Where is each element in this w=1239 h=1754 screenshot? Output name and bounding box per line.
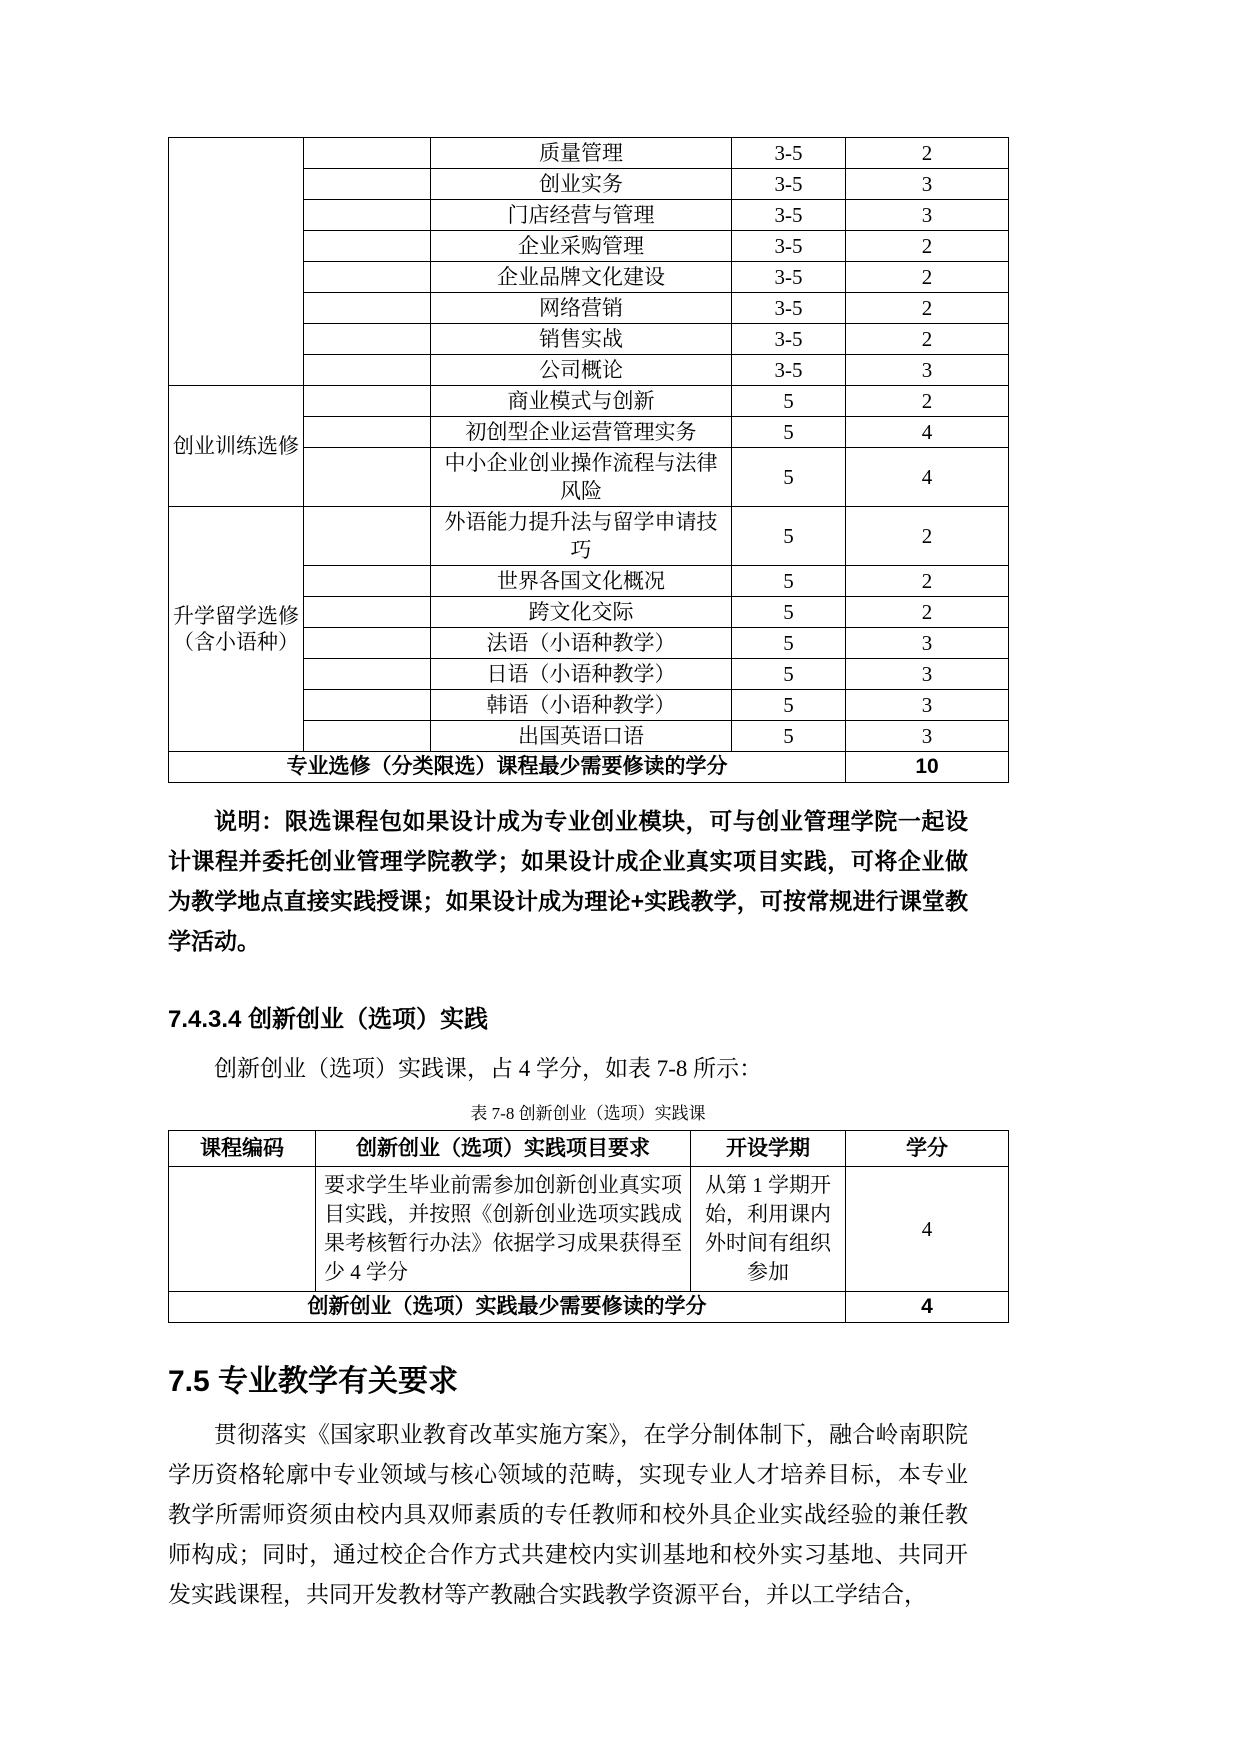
category-cell: 创业训练选修 — [169, 386, 304, 507]
credit-cell: 2 — [846, 293, 1009, 324]
credit-cell: 2 — [846, 138, 1009, 169]
credit-cell: 3 — [846, 659, 1009, 690]
credit-cell: 3 — [846, 169, 1009, 200]
course-name-cell: 网络营销 — [431, 293, 732, 324]
subcategory-cell — [304, 417, 431, 448]
course-name-cell: 日语（小语种教学） — [431, 659, 732, 690]
electives-table — [168, 137, 1009, 783]
header-semester: 开设学期 — [691, 1131, 846, 1167]
table-footer-row — [169, 752, 1009, 783]
table-7-8-caption: 表 7-8 创新创业（选项）实践课 — [470, 1104, 706, 1123]
course-name-cell: 中小企业创业操作流程与法律风险 — [431, 448, 732, 507]
heading-7-5: 7.5 专业教学有关要求 — [168, 1365, 459, 1398]
course-name-cell: 销售实战 — [431, 324, 732, 355]
header-course-code: 课程编码 — [169, 1131, 316, 1167]
credit-cell: 3 — [846, 721, 1009, 752]
table-footer-value: 10 — [846, 752, 1009, 783]
requirement-cell: 要求学生毕业前需参加创新创业真实项目实践，并按照《创新创业选项实践成果考核暂行办法》依据学习成果获得至少 4 学分 — [316, 1167, 691, 1292]
paragraph-7-4-3-4: 创新创业（选项）实践课，占 4 学分，如表 7-8 所示： — [214, 1056, 763, 1081]
credit-cell: 2 — [846, 231, 1009, 262]
subcategory-cell — [304, 659, 431, 690]
credit-cell: 3 — [846, 690, 1009, 721]
page-content — [168, 137, 1008, 1615]
subcategory-cell — [304, 507, 431, 566]
credit-cell: 4 — [846, 417, 1009, 448]
course-name-cell: 质量管理 — [431, 138, 732, 169]
semester-cell: 5 — [732, 507, 846, 566]
credit-cell: 2 — [846, 566, 1009, 597]
paragraph-7-5: 贯彻落实《国家职业教育改革实施方案》，在学分制体制下，融合岭南职院学历资格轮廓中专业领域与核心领域的范畴，实现专业人才培养目标，本专业教学所需师资须由校内具双师素质的专任教师和校外具企业实战经验的兼任教师构成；同时，通过校企合作方式共建校内实训基地和校外实习基地、共同开发实践课程，共同开发教材等产教融合实践教学资源平台，并以工学结合， — [168, 1422, 968, 1607]
semester-cell: 5 — [732, 448, 846, 507]
table-header-row — [169, 1131, 1009, 1167]
semester-cell: 3-5 — [732, 293, 846, 324]
semester-cell: 3-5 — [732, 169, 846, 200]
table-footer-label: 专业选修（分类限选）课程最少需要修读的学分 — [169, 752, 846, 783]
credit-cell: 2 — [846, 262, 1009, 293]
table-footer-label: 创新创业（选项）实践最少需要修读的学分 — [169, 1292, 846, 1323]
table-row — [169, 138, 1009, 169]
course-name-cell: 创业实务 — [431, 169, 732, 200]
course-name-cell: 跨文化交际 — [431, 597, 732, 628]
subcategory-cell — [304, 355, 431, 386]
table-footer-value: 4 — [846, 1292, 1009, 1323]
semester-cell: 3-5 — [732, 200, 846, 231]
header-requirement: 创新创业（选项）实践项目要求 — [316, 1131, 691, 1167]
credit-cell: 2 — [846, 324, 1009, 355]
note-paragraph: 说明：限选课程包如果设计成为专业创业模块，可与创业管理学院一起设计课程并委托创业管理学院教学；如果设计成企业真实项目实践，可将企业做为教学地点直接实践授课；如果设计成为理论+实践教学，可按常规进行课堂教学活动。 — [168, 808, 968, 954]
course-name-cell: 世界各国文化概况 — [431, 566, 732, 597]
course-name-cell: 商业模式与创新 — [431, 386, 732, 417]
credit-cell: 3 — [846, 200, 1009, 231]
subcategory-cell — [304, 721, 431, 752]
semester-cell: 5 — [732, 659, 846, 690]
course-name-cell: 企业采购管理 — [431, 231, 732, 262]
semester-cell: 5 — [732, 690, 846, 721]
table-row — [169, 507, 1009, 566]
semester-cell: 从第 1 学期开始，利用课内外时间有组织参加 — [691, 1167, 846, 1292]
subcategory-cell — [304, 690, 431, 721]
subcategory-cell — [304, 231, 431, 262]
semester-cell: 3-5 — [732, 324, 846, 355]
semester-cell: 5 — [732, 386, 846, 417]
subcategory-cell — [304, 293, 431, 324]
subcategory-cell — [304, 386, 431, 417]
credit-cell: 3 — [846, 355, 1009, 386]
course-name-cell: 企业品牌文化建设 — [431, 262, 732, 293]
subcategory-cell — [304, 628, 431, 659]
semester-cell: 3-5 — [732, 262, 846, 293]
credit-cell: 2 — [846, 597, 1009, 628]
course-name-cell: 出国英语口语 — [431, 721, 732, 752]
subcategory-cell — [304, 262, 431, 293]
course-name-cell: 初创型企业运营管理实务 — [431, 417, 732, 448]
semester-cell: 5 — [732, 417, 846, 448]
semester-cell: 5 — [732, 628, 846, 659]
practice-table — [168, 1130, 1009, 1323]
heading-7-4-3-4: 7.4.3.4 创新创业（选项）实践 — [168, 1006, 489, 1033]
course-name-cell: 门店经营与管理 — [431, 200, 732, 231]
course-name-cell: 韩语（小语种教学） — [431, 690, 732, 721]
subcategory-cell — [304, 169, 431, 200]
table-row — [169, 1167, 1009, 1292]
semester-cell: 5 — [732, 597, 846, 628]
semester-cell: 3-5 — [732, 138, 846, 169]
header-credit: 学分 — [846, 1131, 1009, 1167]
subcategory-cell — [304, 597, 431, 628]
subcategory-cell — [304, 566, 431, 597]
subcategory-cell — [304, 138, 431, 169]
table-footer-row — [169, 1292, 1009, 1323]
credit-cell: 4 — [846, 448, 1009, 507]
subcategory-cell — [304, 324, 431, 355]
subcategory-cell — [304, 448, 431, 507]
credit-cell: 2 — [846, 386, 1009, 417]
subcategory-cell — [304, 200, 431, 231]
credit-cell: 3 — [846, 628, 1009, 659]
table-row — [169, 386, 1009, 417]
semester-cell: 5 — [732, 566, 846, 597]
category-cell — [169, 138, 304, 386]
credit-cell: 4 — [846, 1167, 1009, 1292]
course-code-cell — [169, 1167, 316, 1292]
category-cell: 升学留学选修（含小语种） — [169, 507, 304, 752]
course-name-cell: 公司概论 — [431, 355, 732, 386]
course-name-cell: 外语能力提升法与留学申请技巧 — [431, 507, 732, 566]
credit-cell: 2 — [846, 507, 1009, 566]
course-name-cell: 法语（小语种教学） — [431, 628, 732, 659]
semester-cell: 3-5 — [732, 355, 846, 386]
semester-cell: 5 — [732, 721, 846, 752]
semester-cell: 3-5 — [732, 231, 846, 262]
